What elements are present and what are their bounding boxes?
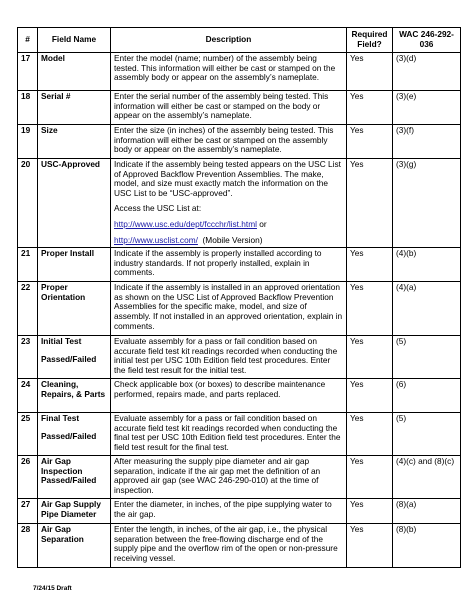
required-value: Yes — [347, 248, 393, 282]
usc-mobile-links — [114, 236, 343, 246]
required-value: Yes — [347, 524, 393, 568]
field-name: USC-Approved — [38, 159, 111, 248]
row-number: 23 — [18, 336, 38, 379]
wac-reference: (5) — [393, 336, 461, 379]
row-number: 27 — [18, 499, 38, 524]
mobile-version-note: (Mobile Version) — [197, 234, 263, 245]
wac-reference: (8)(b) — [393, 524, 461, 568]
table-row — [18, 91, 461, 125]
wac-reference: (4)(a) — [393, 282, 461, 336]
required-value: Yes — [347, 91, 393, 125]
field-description: Indicate if the assembly is properly installed according to industry standards. If not properly installed, explain in comments. — [111, 248, 347, 282]
wac-reference: (3)(g) — [393, 159, 461, 248]
field-name: Air Gap Supply Pipe Diameter — [38, 499, 111, 524]
table-row — [18, 499, 461, 524]
table-row — [18, 282, 461, 336]
wac-reference: (5) — [393, 413, 461, 456]
table-row — [18, 379, 461, 413]
row-number: 21 — [18, 248, 38, 282]
wac-reference: (6) — [393, 379, 461, 413]
table-row — [18, 248, 461, 282]
required-value: Yes — [347, 456, 393, 499]
wac-reference: (4)(b) — [393, 248, 461, 282]
row-number: 24 — [18, 379, 38, 413]
field-description: Evaluate assembly for a pass or fail condition based on accurate field test kit readings recorded when conducting the initial test per USC 10th Edition field test procedures. Enter the field test result for the initial test. — [111, 336, 347, 379]
field-name-line1: Final Test — [41, 413, 80, 424]
footer-date: 7/24/15 Draft — [33, 585, 72, 592]
required-value: Yes — [347, 125, 393, 159]
usc-links — [114, 220, 343, 230]
field-description: Check applicable box (or boxes) to describe maintenance performed, repairs made, and parts replaced. — [111, 379, 347, 413]
field-name: Size — [38, 125, 111, 159]
field-name — [38, 336, 111, 379]
field-name: Proper Orientation — [38, 282, 111, 336]
header-wac: WAC 246-292-036 — [393, 28, 461, 53]
table-row — [18, 524, 461, 568]
row-number: 28 — [18, 524, 38, 568]
row-number: 18 — [18, 91, 38, 125]
field-name: Proper Install — [38, 248, 111, 282]
usc-list-link[interactable]: http://www.usc.edu/dept/fccchr/list.html — [114, 218, 257, 229]
table-row — [18, 53, 461, 91]
field-name: Air Gap Inspection Passed/Failed — [38, 456, 111, 499]
row-number: 17 — [18, 53, 38, 91]
field-name: Cleaning, Repairs, & Parts — [38, 379, 111, 413]
required-value: Yes — [347, 499, 393, 524]
header-row — [18, 28, 461, 53]
wac-reference: (3)(f) — [393, 125, 461, 159]
row-number: 22 — [18, 282, 38, 336]
usc-mobile-link[interactable]: http://www.usclist.com/ — [114, 234, 198, 245]
wac-reference: (4)(c) and (8)(c) — [393, 456, 461, 499]
field-name: Model — [38, 53, 111, 91]
header-num: # — [18, 28, 38, 53]
row-number: 25 — [18, 413, 38, 456]
table-row — [18, 159, 461, 248]
field-description: Enter the diameter, in inches, of the pipe supplying water to the air gap. — [111, 499, 347, 524]
required-value: Yes — [347, 336, 393, 379]
wac-reference: (3)(d) — [393, 53, 461, 91]
table-row — [18, 456, 461, 499]
table-row — [18, 413, 461, 456]
field-description: Enter the model (name; number) of the assembly being tested. This information will either be cast or stamped on the assembly body or appear on the assembly’s nameplate. — [111, 53, 347, 91]
field-description: Enter the serial number of the assembly being tested. This information will either be cast or stamped on the body or appear on the assembly’s nameplate. — [111, 91, 347, 125]
field-table — [17, 27, 461, 568]
wac-reference: (3)(e) — [393, 91, 461, 125]
field-description: Indicate if the assembly is installed in an approved orientation as shown on the USC List of Approved Backflow Prevention Assemblies for the specific make, model, and size of assembly. If not installed in an approved orientation, explain in comments. — [111, 282, 347, 336]
field-description: Enter the size (in inches) of the assembly being tested. This information will either be cast or stamped on the assembly body or appear on the assembly’s nameplate. — [111, 125, 347, 159]
field-description: Evaluate assembly for a pass or fail condition based on accurate field test kit readings recorded when conducting the final test per USC 10th Edition field test procedures. Enter the field test result for the final test. — [111, 413, 347, 456]
required-value: Yes — [347, 53, 393, 91]
header-description: Description — [111, 28, 347, 53]
field-description: After measuring the supply pipe diameter and air gap separation, indicate if the air gap met the definition of an approved air gap (see WAC 246-290-010) at the time of inspection. — [111, 456, 347, 499]
link-separator: or — [256, 218, 267, 229]
row-number: 20 — [18, 159, 38, 248]
field-description — [111, 159, 347, 248]
field-name-line2: Passed/Failed — [41, 430, 97, 441]
field-name: Serial # — [38, 91, 111, 125]
field-name-line2: Passed/Failed — [41, 353, 97, 364]
row-number: 19 — [18, 125, 38, 159]
field-description: Enter the length, in inches, of the air gap, i.e., the physical separation between the free-flowing discharge end of the supply pipe and the overflow rim of the open or non-pressure receiving vessel. — [111, 524, 347, 568]
required-value: Yes — [347, 413, 393, 456]
header-required: Required Field? — [347, 28, 393, 53]
wac-reference: (8)(a) — [393, 499, 461, 524]
field-name — [38, 413, 111, 456]
field-name: Air Gap Separation — [38, 524, 111, 568]
row-number: 26 — [18, 456, 38, 499]
table-row — [18, 125, 461, 159]
required-value: Yes — [347, 159, 393, 248]
header-field-name: Field Name — [38, 28, 111, 53]
required-value: Yes — [347, 282, 393, 336]
field-name-line1: Initial Test — [41, 336, 82, 347]
description-text: Indicate if the assembly being tested appears on the USC List of Approved Backflow Prevention Assemblies. The make, model, and size must exactly match the information on the USC List to be “USC-approved”. — [114, 159, 341, 198]
description-access-text: Access the USC List at: — [114, 203, 202, 214]
table-row — [18, 336, 461, 379]
required-value: Yes — [347, 379, 393, 413]
